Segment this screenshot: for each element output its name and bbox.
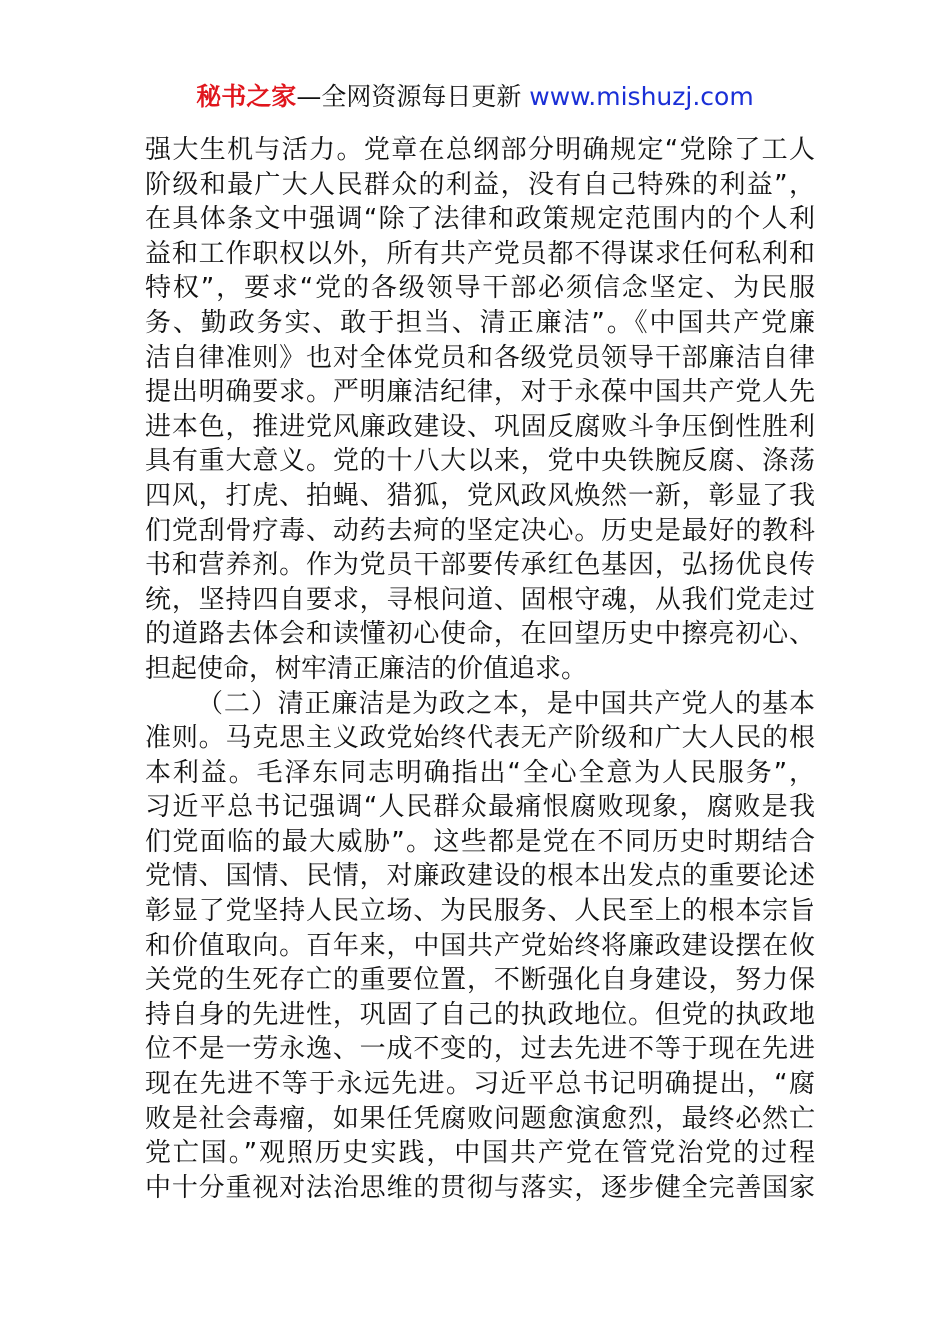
- text-line: 党情、国情、民情，对廉政建设的根本出发点的重要论述: [145, 861, 815, 892]
- text-line: 益和工作职权以外，所有共产党员都不得谋求任何私利和: [145, 238, 815, 269]
- text-line: 准则。马克思主义政党始终代表无产阶级和广大人民的根: [145, 723, 815, 754]
- site-tagline: —全网资源每日更新: [296, 82, 530, 111]
- text-line: 提出明确要求。严明廉洁纪律，对于永葆中国共产党人先: [145, 377, 815, 408]
- text-line: 具有重大意义。党的十八大以来，党中央铁腕反腐、涤荡: [145, 446, 815, 477]
- text-line: （二）清正廉洁是为政之本，是中国共产党人的基本: [197, 688, 815, 719]
- paragraph-2: [145, 687, 815, 1206]
- text-line: 统，坚持四自要求，寻根问道、固根守魂，从我们党走过: [145, 584, 815, 615]
- text-line: 们党刮骨疗毒、动药去疴的坚定决心。历史是最好的教科: [145, 515, 815, 546]
- site-url-link[interactable]: www.mishuzj.com: [529, 82, 754, 111]
- text-line: 位不是一劳永逸、一成不变的，过去先进不等于现在先进: [145, 1034, 815, 1065]
- text-line: 党亡国。”观照历史实践，中国共产党在管党治党的过程: [145, 1138, 815, 1169]
- text-line: 持自身的先进性，巩固了自己的执政地位。但党的执政地: [145, 999, 815, 1030]
- text-line: 败是社会毒瘤，如果任凭腐败问题愈演愈烈，最终必然亡: [145, 1103, 815, 1134]
- text-line: 阶级和最广大人民群众的利益，没有自己特殊的利益”，: [145, 169, 815, 200]
- text-line: 务、勤政务实、敢于担当、清正廉洁”。《中国共产党廉: [145, 307, 815, 338]
- text-line: 书和营养剂。作为党员干部要传承红色基因，弘扬优良传: [145, 550, 815, 581]
- text-line: 在具体条文中强调“除了法律和政策规定范围内的个人利: [145, 204, 815, 235]
- text-line: 中十分重视对法治思维的贯彻与落实，逐步健全完善国家: [145, 1172, 815, 1203]
- site-brand: 秘书之家: [196, 82, 297, 111]
- text-line: 本利益。毛泽东同志明确指出“全心全意为人民服务”，: [145, 757, 815, 788]
- text-line: 习近平总书记强调“人民群众最痛恨腐败现象，腐败是我: [145, 792, 815, 823]
- text-line: 洁自律准则》也对全体党员和各级党员领导干部廉洁自律: [145, 342, 815, 373]
- text-line: 关党的生死存亡的重要位置，不断强化自身建设，努力保: [145, 965, 815, 996]
- document-body: [145, 133, 815, 1205]
- site-header: [0, 80, 950, 114]
- text-line: 担起使命，树牢清正廉洁的价值追求。: [145, 653, 588, 684]
- text-line: 现在先进不等于永远先进。习近平总书记明确提出，“腐: [145, 1069, 815, 1100]
- text-line: 彰显了党坚持人民立场、为民服务、人民至上的根本宗旨: [145, 896, 815, 927]
- text-line: 特权”，要求“党的各级领导干部必须信念坚定、为民服: [145, 273, 815, 304]
- text-line: 的道路去体会和读懂初心使命，在回望历史中擦亮初心、: [145, 619, 815, 650]
- paragraph-1: [145, 133, 815, 687]
- text-line: 进本色，推进党风廉政建设、巩固反腐败斗争压倒性胜利: [145, 411, 815, 442]
- text-line: 们党面临的最大威胁”。这些都是党在不同历史时期结合: [145, 826, 815, 857]
- text-line: 四风，打虎、拍蝇、猎狐，党风政风焕然一新，彰显了我: [145, 480, 815, 511]
- text-line: 强大生机与活力。党章在总纲部分明确规定“党除了工人: [145, 135, 815, 165]
- text-line: 和价值取向。百年来，中国共产党始终将廉政建设摆在攸: [145, 930, 815, 961]
